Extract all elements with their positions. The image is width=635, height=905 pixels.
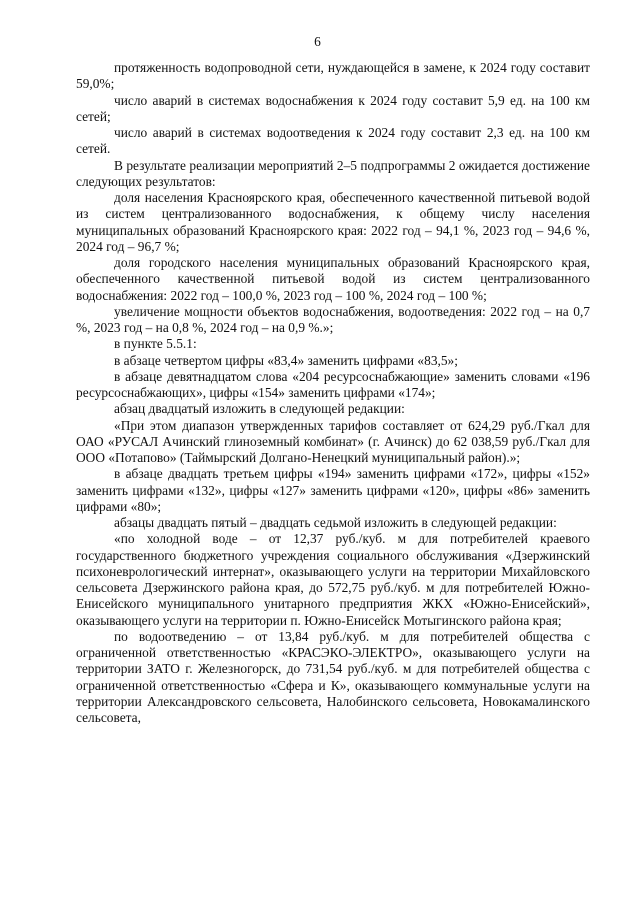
- paragraph-2: число аварий в системах водоснабжения к 2024 году составит 5,9 ед. на 100 км сетей;: [76, 92, 590, 124]
- document-body: [76, 60, 590, 726]
- paragraph-14: абзацы двадцать пятый – двадцать седьмой изложить в следующей редакции:: [114, 515, 557, 530]
- paragraph-3: число аварий в системах водоотведения к 2024 году составит 2,3 ед. на 100 км сетей.: [76, 125, 590, 157]
- paragraph-15: «по холодной воде – от 12,37 руб./куб. м для потребителей краевого государственного бюджетного учреждения социального обслуживания «Дзержинский психоневрологический интернат», оказывающего услуги на территории Михайловского сельсовета Дзержинского района края, до 572,75 руб./куб. м для потребителей Южно-Енисейского муниципального унитарного предприятия ЖКХ «Южно-Енисейский», оказывающего услуги на территории п. Южно-Енисейск Мотыгинского района края;: [76, 531, 590, 628]
- page-number: 6: [314, 34, 321, 49]
- paragraph-9: в абзаце четвертом цифры «83,4» заменить цифрами «83,5»;: [114, 352, 458, 368]
- paragraph-5: доля населения Красноярского края, обеспеченного качественной питьевой водой из систем централизованного водоснабжения, к общему числу населения муниципальных образований Красноярского края: 2022 год – 94,1 %, 2023 год – 94,6 %, 2024 год – 96,7 %;: [76, 190, 590, 254]
- paragraph-8: в пункте 5.5.1:: [114, 336, 197, 352]
- paragraph-10: в абзаце девятнадцатом слова «204 ресурсоснабжающие» заменить словами «196 ресурсоснабжающих», цифры «154» заменить цифрами «174»;: [76, 368, 590, 400]
- paragraph-1: протяженность водопроводной сети, нуждающейся в замене, к 2024 году составит 59,0%;: [76, 60, 590, 92]
- paragraph-16: по водоотведению – от 13,84 руб./куб. м для потребителей общества с ограниченной ответственностью «КРАСЭКО-ЭЛЕКТРО», оказывающего услуги на территории ЗАТО г. Железногорск, до 731,54 руб./куб. м для потребителей общества с ограниченной ответственностью «Сфера и К», оказывающего коммунальные услуги на территории Александровского сельсовета, Налобинского сельсовета, Новокамалинского сельсовета,: [76, 628, 590, 725]
- paragraph-6: доля городского населения муниципальных образований Красноярского края, обеспеченного качественной питьевой водой из систем централизованного водоснабжения: 2022 год – 100,0 %, 2023 год – 100 %, 2024 год – 100 %;: [76, 255, 590, 303]
- paragraph-11: абзац двадцатый изложить в следующей редакции:: [114, 401, 405, 417]
- paragraph-7: увеличение мощности объектов водоснабжения, водоотведения: 2022 год – на 0,7 %, 2023 год – на 0,8 %, 2024 год – на 0,9 %.»;: [76, 303, 590, 335]
- paragraph-12: «При этом диапазон утвержденных тарифов составляет от 624,29 руб./Гкал для ОАО «РУСАЛ Ачинский глиноземный комбинат» (г. Ачинск) до 62 038,59 руб./Гкал для ООО «Потапово» (Таймырский Долгано-Ненецкий муниципальный район).»;: [76, 417, 590, 465]
- paragraph-4: В результате реализации мероприятий 2–5 подпрограммы 2 ожидается достижение следующих результатов:: [76, 157, 590, 189]
- paragraph-13: в абзаце двадцать третьем цифры «194» заменить цифрами «172», цифры «152» заменить цифрами «132», цифры «127» заменить цифрами «120», цифры «86» заменить цифрами «80»;: [76, 466, 590, 514]
